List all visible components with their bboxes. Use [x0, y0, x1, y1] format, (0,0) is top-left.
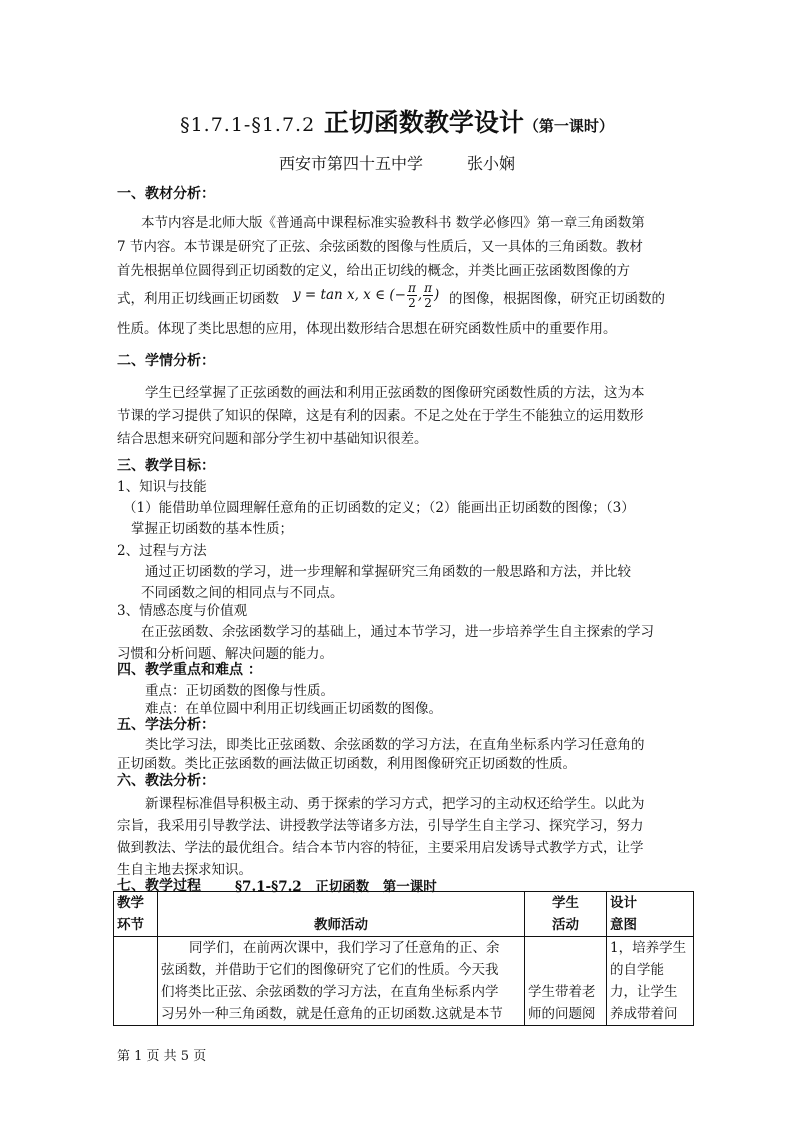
author-name: 张小娴 [467, 154, 516, 173]
tan-domain-formula: y = tan x, x ∈ (− $\frac{\pi}{2}$ , $\frac{\pi}{2}$ ) [293, 281, 440, 310]
section6-line-3: 做到教法、学法的最优组合。结合本节内容的特征，主要采用启发诱导式教学方式，让学 [117, 840, 644, 856]
section6-line-4: 生自主地去探求知识。 [117, 862, 252, 878]
section1-line-4b: 的图像，根据图像，研究正切函数的 [449, 291, 665, 307]
section7-heading: 七、教学过程 [117, 878, 201, 894]
goal-1-line-2: 掌握正切函数的基本性质； [131, 521, 293, 537]
header-phase: 教学 环节 [114, 892, 158, 937]
goal-2-line-1: 通过正切函数的学习，进一步理解和掌握研究三角函数的一般思路和方法，并比较 [145, 564, 631, 580]
goal-3-line-2: 习惯和分析问题、解决问题的能力。 [117, 646, 333, 662]
lesson-plan-table [113, 891, 694, 1026]
section2-line-3: 结合思想来研究问题和部分学生初中基础知识很差。 [117, 431, 428, 447]
header-design-intent: 设计 意图 [607, 892, 694, 937]
section1-line-3: 首先根据单位圆得到正切函数的定义，给出正切线的概念，并类比画正弦函数图像的方 [117, 263, 630, 279]
section1-line-5: 性质。体现了类比思想的应用，体现出数形结合思想在研究函数性质中的重要作用。 [117, 321, 617, 337]
title-section-number: §1.7.1-§1.7.2 [180, 114, 316, 136]
goal-1-line-1: （1）能借助单位圆理解任意角的正切函数的定义；（2）能画出正切函数的图像；（3） [123, 500, 635, 516]
title-suffix: （第一课时） [523, 117, 614, 135]
difficult-point: 难点：在单位圆中利用正切线画正切函数的图像。 [145, 701, 442, 717]
section1-line-1: 本节内容是北师大版《普通高中课程标准实验教科书 数学必修四》第一章三角函数第 [141, 215, 645, 231]
school-name: 西安市第四十五中学 [278, 154, 423, 173]
section5-line-1: 类比学习法，即类比正弦函数、余弦函数的学习方法，在直角坐标系内学习任意角的 [145, 737, 645, 753]
section7-subheading: §7.1-§7.2 正切函数 第一课时 [235, 879, 437, 895]
goal-2-label: 2、过程与方法 [117, 543, 207, 559]
section1-heading: 一、教材分析： [117, 186, 215, 202]
goal-1-label: 1、知识与技能 [117, 479, 207, 495]
section1-line-4a: 式，利用正切线画正切函数 [117, 291, 279, 307]
student-activity-cell: 学生带着老 师的问题阅 [525, 937, 607, 1026]
section6-line-1: 新课程标准倡导积极主动、勇于探索的学习方式，把学习的主动权还给学生。以此为 [145, 796, 645, 812]
section2-heading: 二、学情分析： [117, 353, 215, 369]
teacher-activity-cell: 同学们，在前两次课中，我们学习了任意角的正、余 弦函数，并借助于它们的图像研究了它们的性质。今天我 们将类比正弦、余弦函数的学习方法，在直角坐标系内学 习另外一种三角函数，就是任意角的正切函数.这就是本节 [158, 937, 525, 1026]
section5-heading: 五、学法分析： [117, 717, 215, 733]
section6-heading: 六、教法分析： [117, 773, 215, 789]
section5-line-2: 正切函数。类比正弦函数的画法做正切函数，利用图像研究正切函数的性质。 [117, 756, 576, 772]
table-row [114, 937, 694, 1026]
section1-line-2: 7 节内容。本节课是研究了正弦、余弦函数的图像与性质后，又一具体的三角函数。教材 [117, 239, 643, 255]
goal-3-line-1: 在正弦函数、余弦函数学习的基础上，通过本节学习，进一步培养学生自主探索的学习 [141, 624, 654, 640]
header-teacher-activity: 教师活动 [158, 892, 525, 937]
header-student-activity: 学生 活动 [525, 892, 607, 937]
page-title [0, 103, 794, 139]
phase-cell [114, 937, 158, 1026]
title-main: 正切函数教学设计 [323, 108, 524, 137]
key-point: 重点：正切函数的图像与性质。 [145, 683, 334, 699]
design-intent-cell: 1，培养学生 的自学能 力，让学生 养成带着问 [607, 937, 694, 1026]
table-header-row [114, 892, 694, 937]
section6-line-2: 宗旨，我采用引导教学法、讲授教学法等诸多方法，引导学生自主学习、探究学习，努力 [117, 818, 644, 834]
section4-heading: 四、教学重点和难点 ： [117, 662, 262, 678]
section2-line-2: 节课的学习提供了知识的保障，这是有利的因素。不足之处在于学生不能独立的运用数形 [117, 408, 644, 424]
section3-heading: 三、教学目标： [117, 458, 215, 474]
author-line [0, 151, 794, 174]
page-footer: 第 1 页 共 5 页 [117, 1049, 207, 1064]
section2-line-1: 学生已经掌握了正弦函数的画法和利用正弦函数的图像研究函数性质的方法，这为本 [145, 385, 645, 401]
goal-3-label: 3、情感态度与价值观 [117, 603, 248, 619]
goal-2-line-2: 不同函数之间的相同点与不同点。 [141, 585, 344, 601]
